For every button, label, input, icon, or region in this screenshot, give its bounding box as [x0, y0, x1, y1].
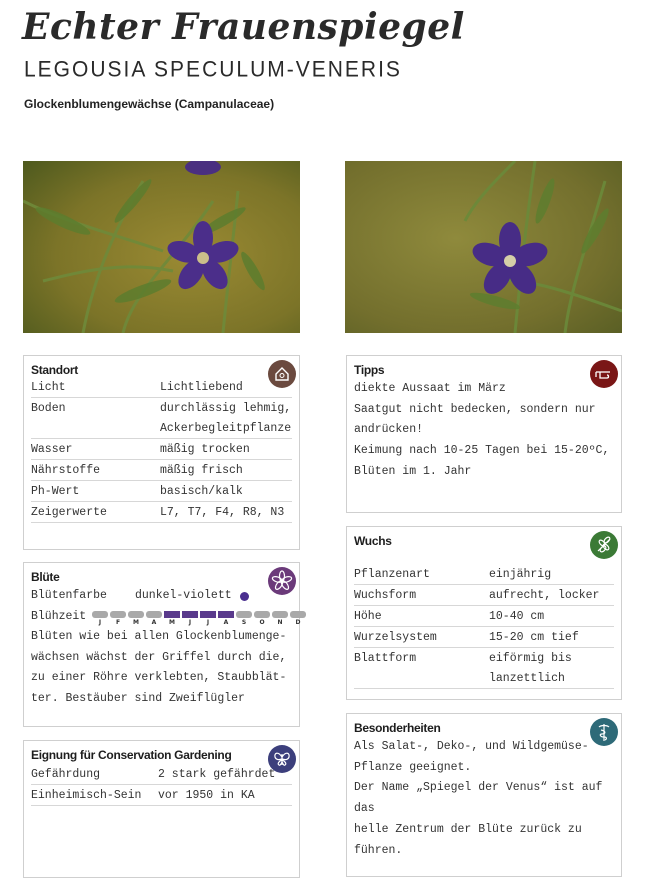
standort-heading: Standort [31, 363, 78, 377]
wuchs-row: Wurzelsystem 15-20 cm tief [354, 628, 614, 648]
color-swatch [240, 592, 249, 601]
standort-row: Ph-Wert basisch/kalk [31, 482, 292, 502]
plant-family: Glockenblumengewächse (Campanulaceae) [24, 97, 275, 111]
wuchs-row: Pflanzenart einjährig [354, 565, 614, 585]
month-cell [164, 611, 180, 626]
month-cell [110, 611, 126, 626]
month-cell [182, 611, 198, 626]
wuchs-row: Wuchsform aufrecht, locker [354, 586, 614, 606]
flower-photo-left [23, 161, 300, 333]
standort-row: Boden durchlässig lehmig, Ackerbegleitpflanze [31, 399, 292, 439]
month-label: N [277, 619, 283, 626]
besonderheiten-text [354, 737, 613, 861]
eignung-card [23, 740, 300, 878]
month-cell [146, 611, 162, 626]
month-cell [128, 611, 144, 626]
bluete-text-line: ter. Bestäuber sind Zweiflügler [31, 692, 245, 706]
bluetenfarbe-label: Blütenfarbe [31, 589, 107, 602]
bluete-text-line: zu einer Röhre verklebten, Staubblät- [31, 671, 287, 685]
tipps-card [346, 355, 622, 513]
month-cell [290, 611, 306, 626]
standort-row: Zeigerwerte L7, T7, F4, R8, N3 [31, 503, 292, 523]
month-label: A [223, 619, 229, 626]
besonderheiten-text-line: Pflanze geeignet. [354, 760, 472, 774]
month-label: A [151, 619, 157, 626]
tipps-text-line: andrücken! [354, 423, 424, 437]
month-label: J [188, 619, 192, 626]
month-cell [272, 611, 288, 626]
month-label: J [206, 619, 210, 626]
month-cell [218, 611, 234, 626]
besonderheiten-text-line: Der Name „Spiegel der Venus“ ist auf das [354, 781, 603, 816]
flower-photo-right [345, 161, 622, 333]
eignung-row: Einheimisch-Sein vor 1950 in KA [31, 786, 292, 806]
month-label: D [295, 619, 301, 626]
bluetenfarbe-value: dunkel-violett [135, 589, 232, 602]
besonderheiten-card [346, 713, 622, 877]
bluete-description [31, 627, 291, 710]
latin-name: LEGOUSIA SPECULUM-VENERIS [24, 57, 402, 82]
month-cell [236, 611, 252, 626]
eignung-row: Gefährdung 2 stark gefährdet [31, 765, 292, 785]
standort-card [23, 355, 300, 550]
standort-row: Wasser mäßig trocken [31, 440, 292, 460]
besonderheiten-text-line: helle Zentrum der Blüte zurück zu führen. [354, 822, 582, 857]
standort-row: Licht Lichtliebend [31, 378, 292, 398]
month-label: O [259, 619, 265, 626]
bloom-calendar [92, 611, 306, 626]
tipps-heading: Tipps [354, 363, 385, 377]
besonderheiten-heading: Besonderheiten [354, 721, 441, 735]
month-cell [200, 611, 216, 626]
month-cell [92, 611, 108, 626]
bluete-heading: Blüte [31, 570, 60, 584]
tipps-text-line: Saatgut nicht bedecken, sondern nur [354, 402, 596, 416]
wuchs-heading: Wuchs [354, 534, 392, 548]
bluehzeit-label: Blühzeit [31, 610, 87, 623]
month-label: F [115, 619, 121, 626]
eignung-heading: Eignung für Conservation Gardening [31, 748, 232, 762]
month-label: S [241, 619, 247, 626]
wuchs-row: Höhe 10-40 cm [354, 607, 614, 627]
tipps-text [354, 379, 613, 483]
month-label: M [133, 619, 139, 626]
tipps-text-line: diekte Aussaat im März [354, 382, 506, 395]
wuchs-row: Blattform eiförmig bis lanzettlich [354, 649, 614, 689]
leaf-icon [590, 531, 618, 559]
bluete-text-line: wächsen wächst der Griffel durch die, [31, 650, 287, 664]
month-cell [254, 611, 270, 626]
bluete-text-line: Blüten wie bei allen Glockenblumenge- [31, 630, 287, 643]
standort-row: Nährstoffe mäßig frisch [31, 461, 292, 481]
tipps-text-line: Keimung nach 10-25 Tagen bei 15-20ºC, [354, 444, 610, 458]
besonderheiten-text-line: Als Salat-, Deko-, und Wildgemüse- [354, 740, 589, 753]
month-label: M [169, 619, 175, 626]
month-label: J [98, 619, 102, 626]
page-title: Echter Frauenspiegel [22, 6, 465, 48]
tipps-text-line: Blüten im 1. Jahr [354, 464, 472, 478]
flower-icon [268, 567, 296, 595]
wuchs-card [346, 526, 622, 700]
bluete-card [23, 562, 300, 727]
